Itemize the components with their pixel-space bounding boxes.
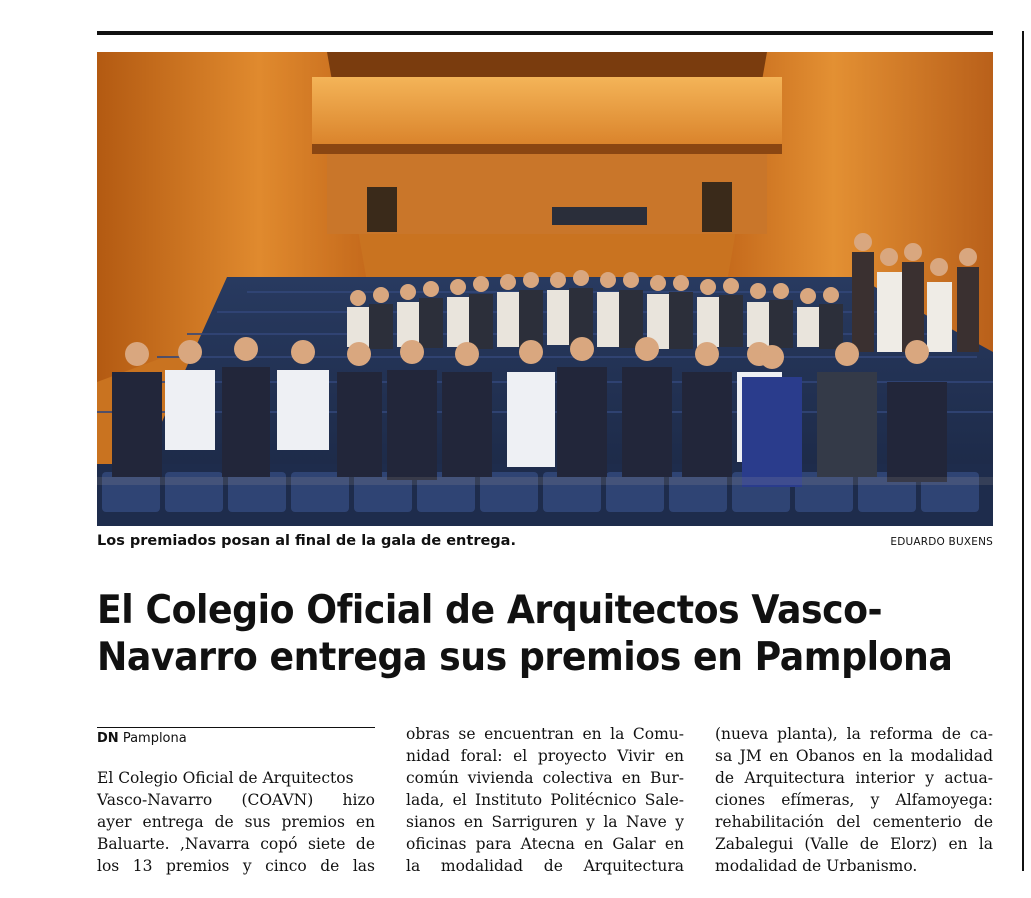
top-rule [97,31,993,35]
byline-place: Pamplona [122,731,187,746]
headline-line: Navarro entrega sus premios en Pamplona [97,634,953,680]
byline-rule [97,727,375,728]
body-line: modalidad de Urbanismo. [715,857,918,875]
body-line: de Arquitectura interior y actua- [715,769,993,787]
body-line: Vasco-Navarro (COAVN) hizo [97,791,375,809]
photo-credit: EDUARDO BUXENS [890,536,993,548]
photo-of-award-winners-in-auditorium [97,52,993,526]
body-line: ayer entrega de sus premios en [97,813,375,831]
body-line: sa JM en Obanos en la modalidad [715,747,993,765]
body-column-2 [406,723,684,877]
body-line: obras se encuentran en la Comu- [406,725,684,743]
byline-agency: DN [97,731,119,746]
body-line: lada, el Instituto Politécnico Sale- [406,791,684,809]
photo-caption-row [97,533,993,555]
body-line: (nueva planta), la reforma de ca- [715,725,993,743]
body-line: nidad foral: el proyecto Vivir en [406,747,684,765]
body-line: ciones efímeras, y Alfamoyega: [715,791,993,809]
body-line: sianos en Sarriguren y la Nave y [406,813,684,831]
body-line: la modalidad de Arquitectura [406,857,684,875]
column-rule [1022,31,1024,871]
body-column-3 [715,723,993,877]
body-line: los 13 premios y cinco de las [97,857,375,875]
photo-caption: Los premiados posan al final de la gala de entrega. [97,533,516,549]
body-line: oficinas para Atecna en Galar en [406,835,684,853]
body-line: Baluarte. ,Navarra copó siete de [97,835,375,853]
body-line: El Colegio Oficial de Arquitectos [97,769,354,787]
body-line: común vivienda colectiva en Bur- [406,769,684,787]
headline-line: El Colegio Oficial de Arquitectos Vasco- [97,588,883,633]
body-line: rehabilitación del cementerio de [715,813,993,831]
byline [97,731,187,746]
headline [97,588,997,682]
body-line: Zabalegui (Valle de Elorz) en la [715,835,993,853]
body-column-1 [97,767,375,877]
